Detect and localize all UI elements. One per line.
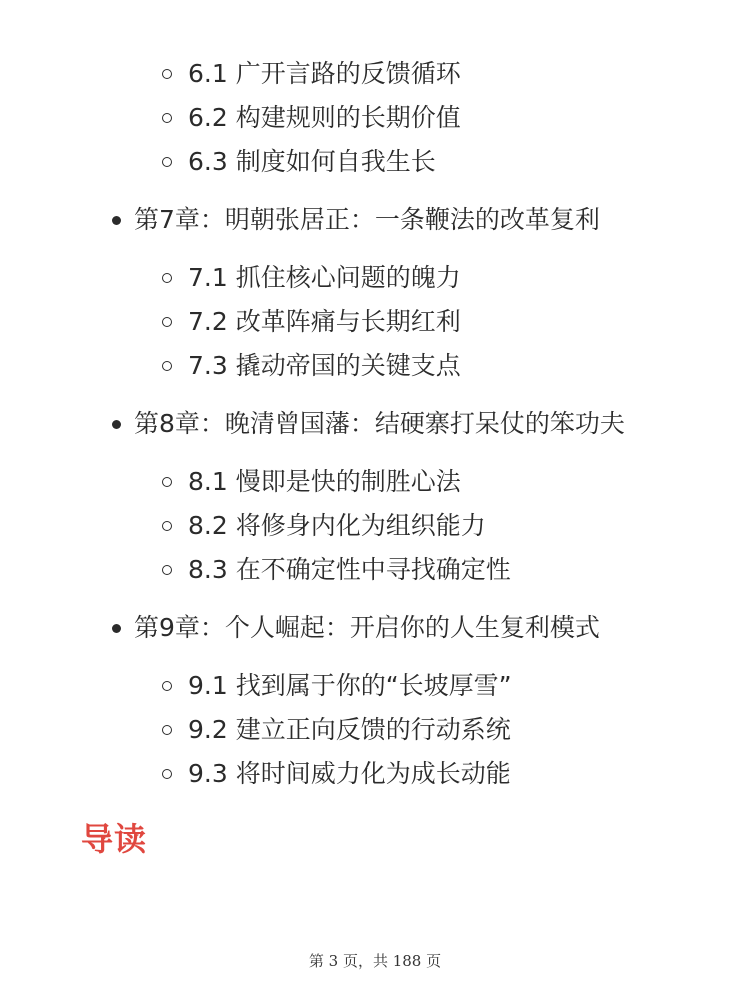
hollow-circle-bullet-icon xyxy=(162,157,172,167)
toc-section-9-2 xyxy=(0,708,750,752)
section-label: 9.1 找到属于你的“长坡厚雪” xyxy=(188,671,512,700)
toc-section-9-1 xyxy=(0,664,750,708)
toc-section-8-2 xyxy=(0,504,750,548)
chapter-label: 第8章：晚清曾国藩：结硬寨打呆仗的笨功夫 xyxy=(134,409,625,438)
hollow-circle-bullet-icon xyxy=(162,769,172,779)
section-label: 8.3 在不确定性中寻找确定性 xyxy=(188,555,511,584)
section-heading: 导读 xyxy=(81,820,148,858)
chapter-label: 第9章：个人崛起：开启你的人生复利模式 xyxy=(134,613,600,642)
hollow-circle-bullet-icon xyxy=(162,317,172,327)
filled-circle-bullet-icon xyxy=(112,420,121,429)
toc-section-8-1 xyxy=(0,460,750,504)
toc-section-9-3 xyxy=(0,752,750,796)
toc-section-7-3 xyxy=(0,344,750,388)
chapter-label: 第7章：明朝张居正：一条鞭法的改革复利 xyxy=(134,205,600,234)
section-label: 7.1 抓住核心问题的魄力 xyxy=(188,263,461,292)
section-label: 8.1 慢即是快的制胜心法 xyxy=(188,467,461,496)
section-label: 6.1 广开言路的反馈循环 xyxy=(188,59,461,88)
section-label: 7.3 撬动帝国的关键支点 xyxy=(188,351,461,380)
page-footer: 第 3 页，共 188 页 xyxy=(308,952,442,970)
hollow-circle-bullet-icon xyxy=(162,69,172,79)
hollow-circle-bullet-icon xyxy=(162,681,172,691)
toc-chapter-8 xyxy=(0,402,750,446)
filled-circle-bullet-icon xyxy=(112,624,121,633)
toc-section-6-2 xyxy=(0,96,750,140)
hollow-circle-bullet-icon xyxy=(162,477,172,487)
toc-section-6-1 xyxy=(0,52,750,96)
toc-chapter-9 xyxy=(0,606,750,650)
hollow-circle-bullet-icon xyxy=(162,273,172,283)
section-label: 6.2 构建规则的长期价值 xyxy=(188,103,461,132)
toc-section-8-3 xyxy=(0,548,750,592)
hollow-circle-bullet-icon xyxy=(162,725,172,735)
hollow-circle-bullet-icon xyxy=(162,113,172,123)
toc-section-7-2 xyxy=(0,300,750,344)
toc-section-6-3 xyxy=(0,140,750,184)
hollow-circle-bullet-icon xyxy=(162,565,172,575)
toc-chapter-7 xyxy=(0,198,750,242)
section-label: 6.3 制度如何自我生长 xyxy=(188,147,436,176)
hollow-circle-bullet-icon xyxy=(162,361,172,371)
section-label: 9.2 建立正向反馈的行动系统 xyxy=(188,715,511,744)
filled-circle-bullet-icon xyxy=(112,216,121,225)
section-label: 9.3 将时间威力化为成长动能 xyxy=(188,759,511,788)
toc-section-7-1 xyxy=(0,256,750,300)
section-label: 8.2 将修身内化为组织能力 xyxy=(188,511,486,540)
hollow-circle-bullet-icon xyxy=(162,521,172,531)
table-of-contents xyxy=(0,52,750,796)
section-label: 7.2 改革阵痛与长期红利 xyxy=(188,307,461,336)
